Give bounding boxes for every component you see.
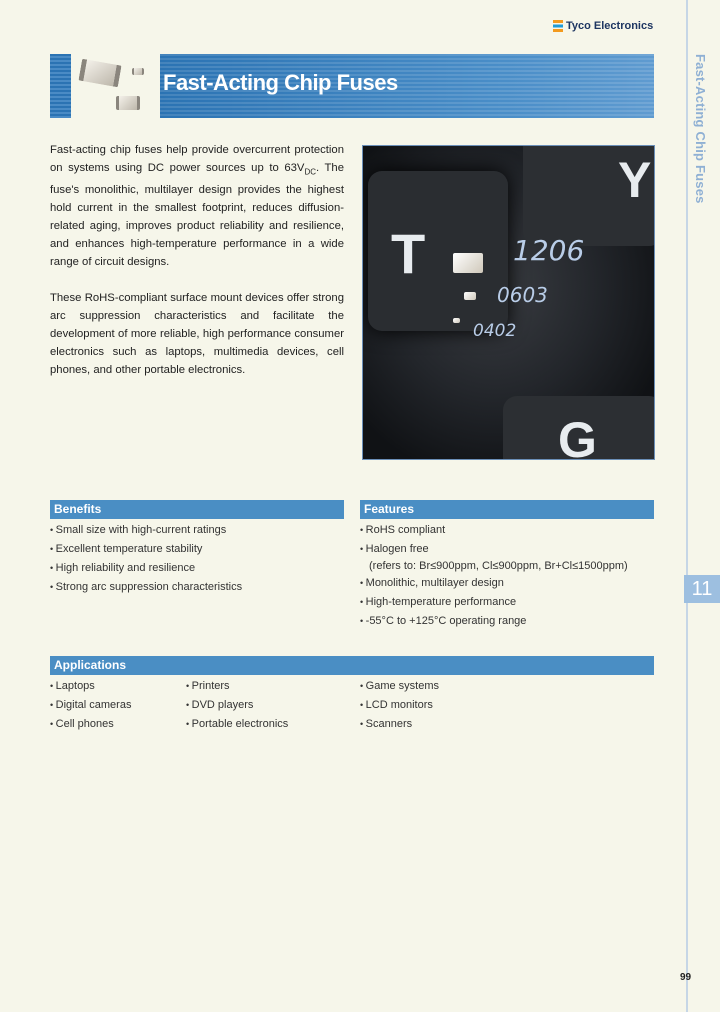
features-list <box>360 521 628 631</box>
list-item: • Small size with high-current ratings <box>50 521 242 540</box>
page-title: Fast-Acting Chip Fuses <box>163 70 398 95</box>
title-banner <box>160 54 654 118</box>
size-label-0603: 0603 <box>497 283 548 307</box>
benefits-list <box>50 521 242 597</box>
benefits-header: Benefits <box>50 500 344 519</box>
list-item: • Printers <box>186 677 288 696</box>
size-label-0402: 0402 <box>473 321 517 341</box>
list-item: • Monolithic, multilayer design <box>360 574 628 593</box>
brand-logo <box>553 20 653 32</box>
tyco-logo-icon <box>553 20 563 32</box>
side-section-title: Fast-Acting Chip Fuses <box>693 54 708 204</box>
applications-header: Applications <box>50 656 654 675</box>
intro-text <box>50 141 344 397</box>
intro-paragraph-1: Fast-acting chip fuses help provide overcurrent protection on systems using DC power sources up to $63V_{DC}$. The fuse's monolithic, multilayer design provides the highest hold current in the smallest footprint, reduces diffusion-related aging, improves product reliability and resilience, and enhances high-temperature performance in a wide range of circuit designs. <box>50 144 344 269</box>
list-item: • Portable electronics <box>186 715 288 734</box>
size-label-1206: 1206 <box>513 234 585 267</box>
list-item: • Scanners <box>360 715 439 734</box>
list-item: • Laptops <box>50 677 131 696</box>
key-label-y: Y <box>618 152 652 208</box>
applications-col-3 <box>360 677 439 734</box>
section-tab: 11 <box>684 575 720 603</box>
list-item: • Digital cameras <box>50 696 131 715</box>
applications-col-2 <box>186 677 288 734</box>
brand-name: Tyco Electronics <box>566 20 654 32</box>
features-header: Features <box>360 500 654 519</box>
list-item: • High reliability and resilience <box>50 559 242 578</box>
intro-paragraph-2: These RoHS-compliant surface mount devices offer strong arc suppression characteristics and facilitate the development of more reliable, high performance consumer electronics such as laptops, multimedia devices, cell phones, and other portable electronics. <box>50 292 344 377</box>
banner-stripe <box>50 54 71 118</box>
list-item: • Game systems <box>360 677 439 696</box>
list-item: • -55°C to +125°C operating range <box>360 612 628 631</box>
list-item: • RoHS compliant <box>360 521 628 540</box>
list-item: • Halogen free (refers to: Br≤900ppm, Cl≤900ppm, Br+Cl≤1500ppm) <box>360 540 628 574</box>
applications-col-1 <box>50 677 131 734</box>
list-item: • Strong arc suppression characteristics <box>50 578 242 597</box>
page-number: 99 <box>680 972 692 983</box>
keyboard-photo <box>362 145 655 460</box>
list-item: • DVD players <box>186 696 288 715</box>
list-item: • High-temperature performance <box>360 593 628 612</box>
list-item: • Excellent temperature stability <box>50 540 242 559</box>
list-item: • LCD monitors <box>360 696 439 715</box>
key-label-t: T <box>391 222 426 285</box>
key-label-g: G <box>558 412 597 460</box>
chip-fuse-image <box>76 54 156 118</box>
list-item: • Cell phones <box>50 715 131 734</box>
